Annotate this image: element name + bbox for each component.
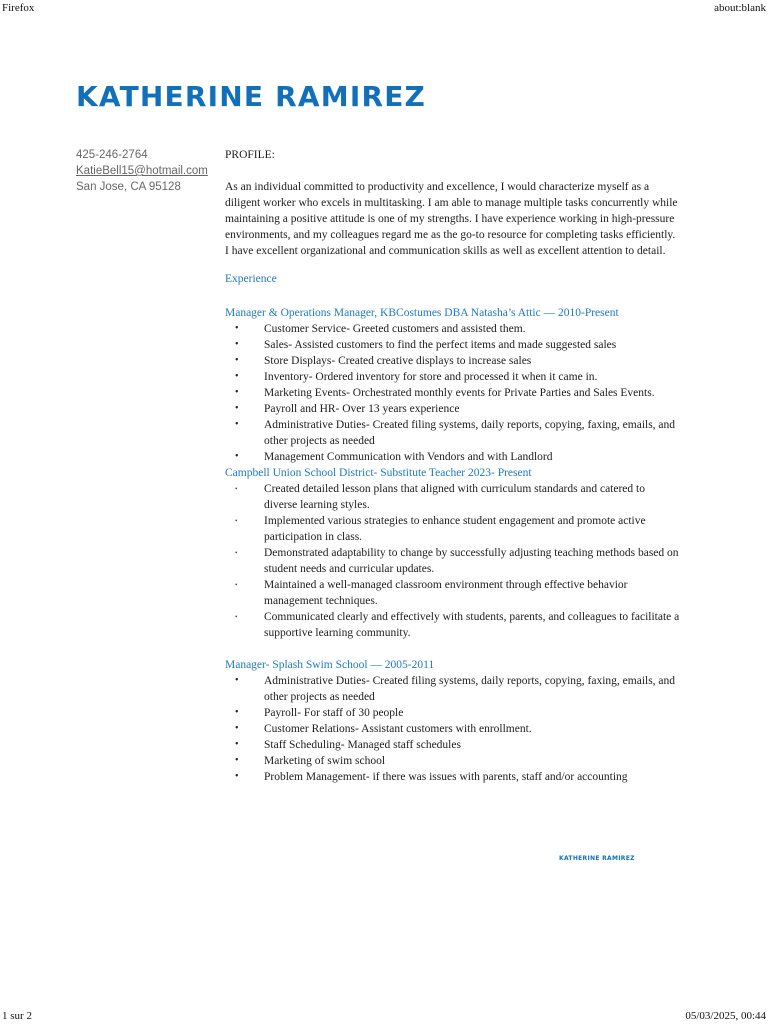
job-title: Manager- Splash Swim School — 2005-2011: [225, 659, 435, 671]
print-datetime: 05/03/2025, 00:44: [685, 1010, 766, 1022]
resume-main: [225, 147, 680, 785]
job-bullet: • Created detailed lesson plans that aligned with curriculum standards and catered to diverse learning styles.: [225, 481, 680, 513]
job-bullet: • Management Communication with Vendors and with Landlord: [225, 449, 680, 465]
job-bullet: • Problem Management- if there was issues with parents, staff and/or accounting: [225, 769, 680, 785]
page-indicator: 1 sur 2: [2, 1010, 32, 1022]
contact-block: [76, 147, 216, 195]
job-bullet: • Staff Scheduling- Managed staff schedules: [225, 737, 680, 753]
browser-url: about:blank: [714, 2, 766, 14]
job-bullet: • Administrative Duties- Created filing systems, daily reports, copying, faxing, emails, and other projects as needed: [225, 417, 680, 449]
resume-name: KATHERINE RAMIREZ: [76, 80, 427, 113]
job-bullet: • Maintained a well-managed classroom environment through effective behavior management techniques.: [225, 577, 680, 609]
profile-text: As an individual committed to productivity and excellence, I would characterize myself as a diligent worker who excels in multitasking. I am able to manage multiple tasks concurrently while maintaining a positive attitude is one of my strengths. I have experience working in high-pressure environments, and my colleagues regard me as the go-to resource for completing tasks efficiently. I have excellent organizational and communication skills as well as excellent attention to detail.: [225, 181, 678, 257]
contact-location: San Jose, CA 95128: [76, 181, 181, 193]
profile-heading: PROFILE:: [225, 149, 275, 161]
job-bullet-list: [225, 321, 680, 465]
job-bullet: • Marketing Events- Orchestrated monthly events for Private Parties and Sales Events.: [225, 385, 680, 401]
job-bullet: • Administrative Duties- Created filing systems, daily reports, copying, faxing, emails, and other projects as needed: [225, 673, 680, 705]
job-bullet: • Inventory- Ordered inventory for store and processed it when it came in.: [225, 369, 680, 385]
job-bullet: • Communicated clearly and effectively with students, parents, and colleagues to facilitate a supportive learning community.: [225, 609, 680, 641]
job-bullet: • Customer Service- Greeted customers and assisted them.: [225, 321, 680, 337]
job-bullet: • Payroll- For staff of 30 people: [225, 705, 680, 721]
job-bullet-list: [225, 481, 680, 641]
job-bullet: • Demonstrated adaptability to change by successfully adjusting teaching methods based on student needs and curricular updates.: [225, 545, 680, 577]
experience-heading: Experience: [225, 273, 277, 285]
job-bullet: • Payroll and HR- Over 13 years experience: [225, 401, 680, 417]
job-title: Campbell Union School District- Substitute Teacher 2023- Present: [225, 467, 532, 479]
contact-email[interactable]: KatieBell15@hotmail.com: [76, 165, 208, 177]
contact-phone: 425-246-2764: [76, 149, 148, 161]
job-title: Manager & Operations Manager, KBCostumes DBA Natasha’s Attic — 2010-Present: [225, 307, 619, 319]
job-bullet: • Store Displays- Created creative displays to increase sales: [225, 353, 680, 369]
job-bullet: • Implemented various strategies to enhance student engagement and promote active participation in class.: [225, 513, 680, 545]
job-bullet: • Sales- Assisted customers to find the perfect items and made suggested sales: [225, 337, 680, 353]
job-bullet: • Marketing of swim school: [225, 753, 680, 769]
job-bullet: • Customer Relations- Assistant customers with enrollment.: [225, 721, 680, 737]
footer-name: KATHERINE RAMIREZ: [559, 855, 635, 862]
browser-app-name: Firefox: [2, 2, 35, 14]
job-bullet-list: [225, 673, 680, 785]
